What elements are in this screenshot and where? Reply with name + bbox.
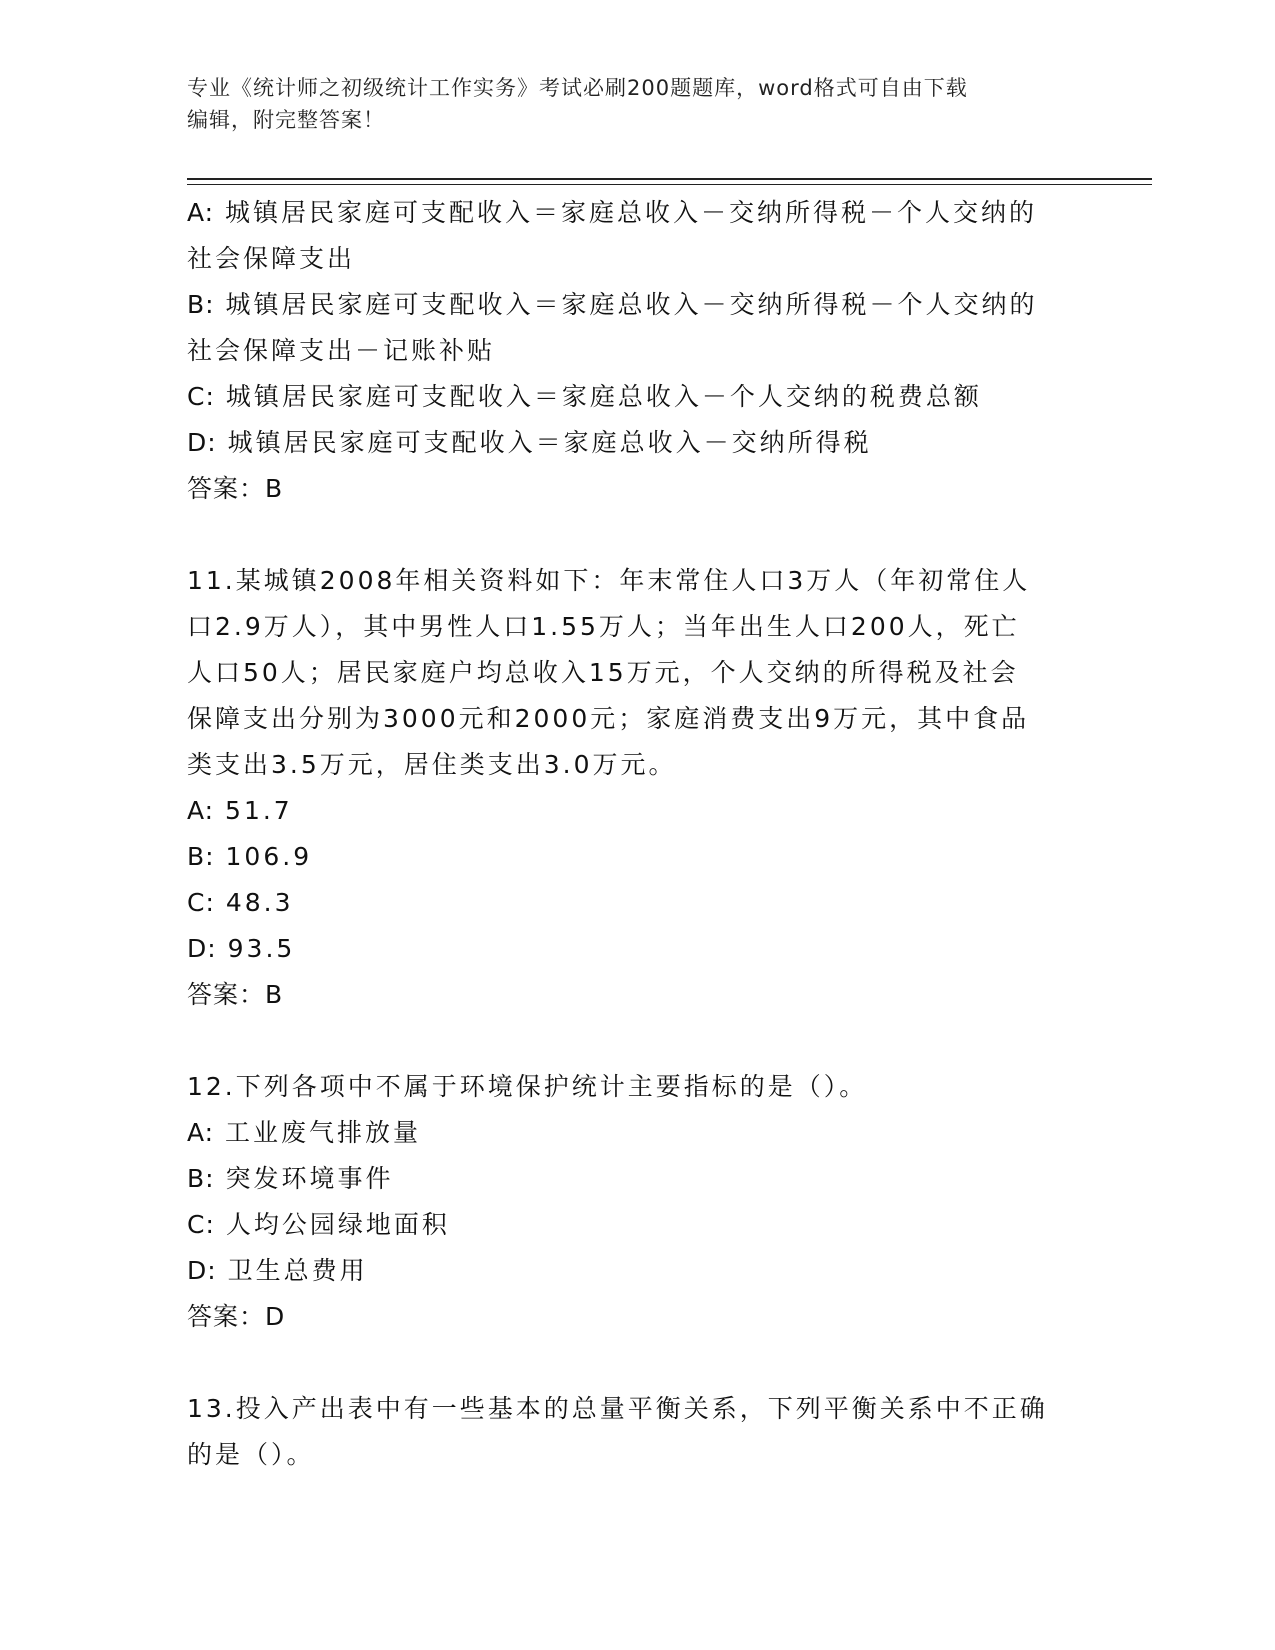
- question-text-line: 人口50人；居民家庭户均总收入15万元，个人交纳的所得税及社会: [187, 658, 1019, 687]
- question-text-line: 11.某城镇2008年相关资料如下：年末常住人口3万人（年初常住人: [187, 566, 1031, 595]
- question-text-line: 13.投入产出表中有一些基本的总量平衡关系，下列平衡关系中不正确: [187, 1394, 1048, 1423]
- question-10: [187, 190, 1077, 512]
- header-line-1: 专业《统计师之初级统计工作实务》考试必刷200题题库，word格式可自由下载: [187, 76, 968, 100]
- option-b: B: 城镇居民家庭可支配收入＝家庭总收入－交纳所得税－个人交纳的: [187, 290, 1038, 319]
- option-d: D: 城镇居民家庭可支配收入＝家庭总收入－交纳所得税: [187, 428, 872, 457]
- spacer: [187, 512, 1077, 558]
- page-header: [187, 72, 1087, 136]
- option-b-continued: 社会保障支出－记账补贴: [187, 336, 496, 365]
- question-text-line: 的是（）。: [187, 1440, 315, 1469]
- question-12: [187, 1064, 1077, 1340]
- option-d: D: 93.5: [187, 934, 296, 963]
- spacer: [187, 1018, 1077, 1064]
- option-a: A: 51.7: [187, 796, 293, 825]
- option-c: C: 城镇居民家庭可支配收入＝家庭总收入－个人交纳的税费总额: [187, 382, 982, 411]
- option-c: C: 人均公园绿地面积: [187, 1210, 450, 1239]
- answer: 答案：B: [187, 980, 284, 1009]
- question-13: [187, 1386, 1077, 1478]
- answer: 答案：B: [187, 474, 284, 503]
- option-a-continued: 社会保障支出: [187, 244, 356, 273]
- question-text-line: 12.下列各项中不属于环境保护统计主要指标的是（）。: [187, 1072, 868, 1101]
- option-b: B: 106.9: [187, 842, 313, 871]
- header-divider-thick: [187, 178, 1152, 180]
- question-text-line: 保障支出分别为3000元和2000元；家庭消费支出9万元，其中食品: [187, 704, 1030, 733]
- option-a: A: 城镇居民家庭可支配收入＝家庭总收入－交纳所得税－个人交纳的: [187, 198, 1038, 227]
- option-b: B: 突发环境事件: [187, 1164, 394, 1193]
- option-d: D: 卫生总费用: [187, 1256, 368, 1285]
- answer: 答案：D: [187, 1302, 286, 1331]
- question-11: [187, 558, 1077, 1018]
- spacer: [187, 1340, 1077, 1386]
- question-text-line: 口2.9万人），其中男性人口1.55万人；当年出生人口200人，死亡: [187, 612, 1020, 641]
- header-line-2: 编辑，附完整答案！: [187, 108, 385, 132]
- option-c: C: 48.3: [187, 888, 294, 917]
- option-a: A: 工业废气排放量: [187, 1118, 422, 1147]
- header-divider-thin: [187, 184, 1152, 185]
- question-content: [187, 190, 1077, 1478]
- question-text-line: 类支出3.5万元，居住类支出3.0万元。: [187, 750, 677, 779]
